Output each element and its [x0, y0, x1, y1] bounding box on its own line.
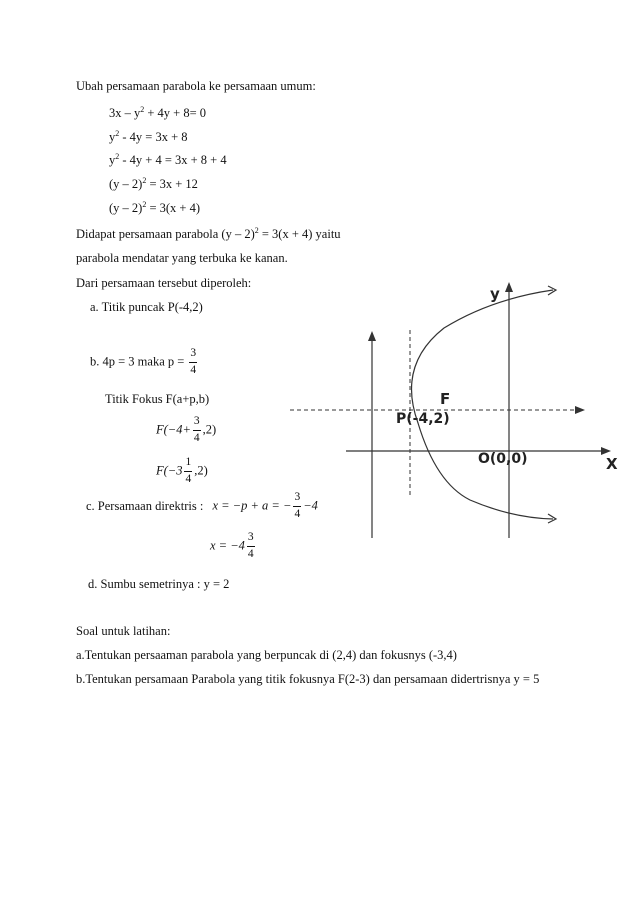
focus-label: F — [440, 390, 451, 408]
y-axis-label: y — [490, 285, 500, 303]
step-3: $y^2 - 4y + 4 = 3x + 8 + 4$ — [109, 151, 227, 167]
item-c: c. Persamaan direktris : x = −p + a = − $\frac{3}{4}$ −4 — [86, 491, 318, 520]
step-1: $3x - y^2 + 4y + 8= 0$ — [109, 104, 207, 120]
exercise-a: a.Tentukan persaaman parabola yang berpuncak di (2,4) dan fokusnys (-3,4) — [76, 648, 457, 662]
step-2: $y^2 - 4y = 3x + 8$ — [109, 128, 188, 144]
origin-label: O(0,0) — [478, 451, 528, 467]
fokus-eq-1: F(−4+ $\frac{3}{4}$ ,2) — [156, 415, 217, 444]
conclusion-line-1: Didapat persamaan parabola (y – 2)$^2$ = 3(x + 4) yaitu — [76, 225, 341, 241]
parabola-curve — [412, 290, 553, 519]
conclusion-line-2: parabola mendatar yang terbuka ke kanan. — [76, 251, 288, 265]
direktris-eq-2: x = −4 $\frac{3}{4}$ — [210, 531, 254, 560]
fraction-p: $\frac{3}{4}$ — [190, 347, 197, 376]
item-a: a. Titik puncak P(-4,2) — [90, 300, 203, 314]
exercise-b: b.Tentukan persamaan Parabola yang titik fokusnya F(2-3) dan persamaan didertrisnya y = 5 — [76, 672, 540, 686]
item-d: d. Sumbu semetrinya : y = 2 — [88, 577, 230, 591]
step-5: (y – 2)$^2$ = 3(x + 4) — [109, 199, 201, 215]
exercise-title: Soal untuk latihan: — [76, 624, 171, 638]
step-4: (y – 2)$^2$ = 3x + 12 — [109, 175, 198, 191]
derive-intro: Dari persamaan tersebut diperoleh: — [76, 276, 252, 290]
fokus-eq-2: F(−3 $\frac{1}{4}$ ,2) — [156, 456, 208, 485]
intro-text: Ubah persamaan parabola ke persamaan umum: — [76, 79, 316, 93]
vertex-label: P(-4,2) — [396, 411, 450, 427]
x-axis-label: X — [606, 455, 618, 473]
item-b: b. 4p = 3 maka p = $\frac{3}{4}$ — [90, 347, 197, 376]
fokus-label: Titik Fokus F(a+p,b) — [105, 392, 210, 406]
